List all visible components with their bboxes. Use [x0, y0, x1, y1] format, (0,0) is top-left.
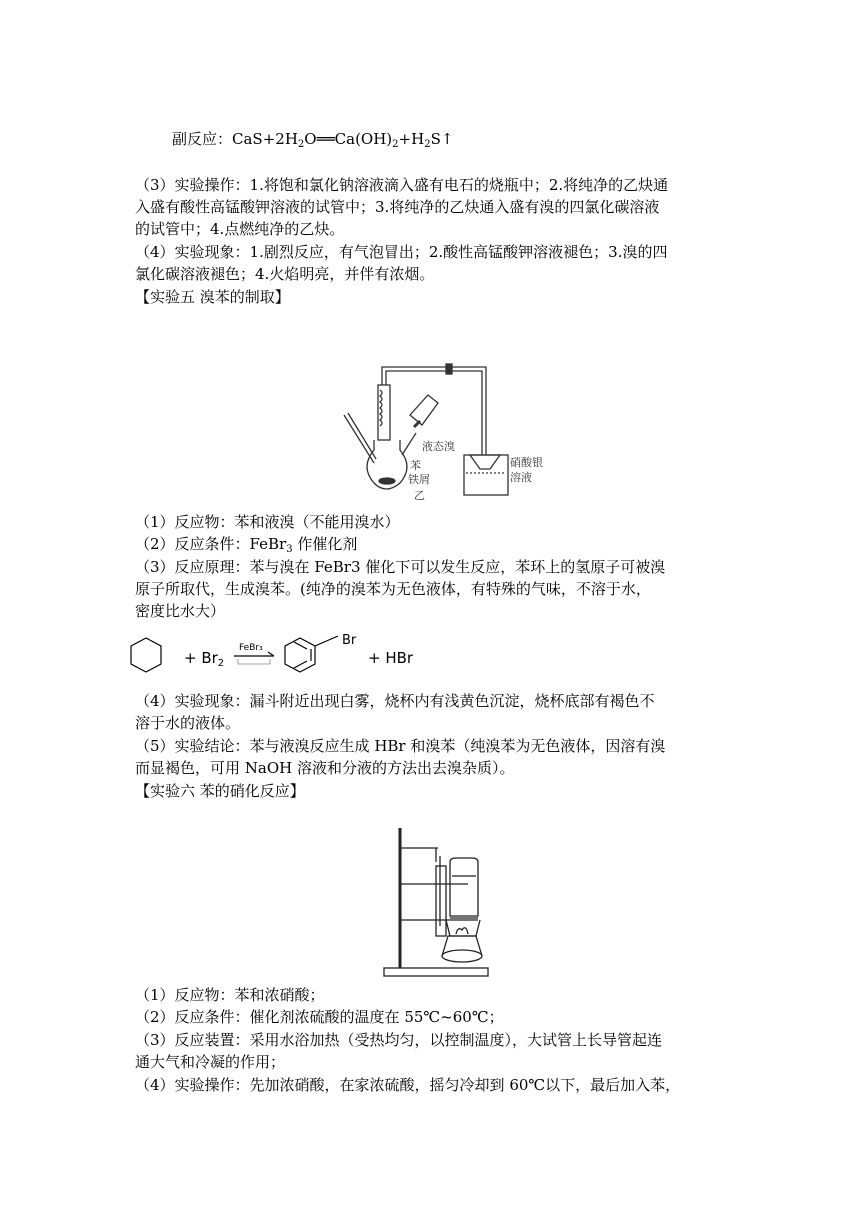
bromobenzene-apparatus-figure — [330, 355, 560, 505]
label-benzene: 苯 — [410, 459, 421, 472]
exp4-phenomenon-line2: 氯化碳溶液褪色；4.火焰明亮，并伴有浓烟。 — [135, 265, 435, 283]
exp4-operation-line3: 的试管中；4.点燃纯净的乙炔。 — [135, 220, 345, 238]
exp5-principle-line2: 原子所取代，生成溴苯。(纯净的溴苯为无色液体，有特殊的气味，不溶于水， — [135, 580, 651, 598]
exp5-principle-line1: （3）反应原理：苯与溴在 FeBr3 催化下可以发生反应，苯环上的氢原子可被溴 — [135, 558, 666, 576]
exp4-phenomenon-line1: （4）实验现象：1.剧烈反应，有气泡冒出；2.酸性高锰酸钾溶液褪色；3.溴的四 — [135, 243, 668, 261]
exp6-reactants: （1）反应物：苯和浓硝酸； — [135, 986, 325, 1004]
plus-br2: + $Br_2$ — [184, 649, 225, 669]
label-iron-filings: 铁屑 — [408, 473, 430, 486]
equals-sign: ══ — [316, 130, 335, 148]
br-substituent: Br — [342, 633, 357, 648]
plus-hbr: + HBr — [368, 649, 414, 667]
benzene-ring — [131, 638, 161, 672]
exp5-phenomenon-line1: （4）实验现象：漏斗附近出现白雾，烧杯内有浅黄色沉淀，烧杯底部有褐色不 — [135, 692, 655, 710]
label-liquid-bromine: 液态溴 — [422, 440, 455, 453]
exp5-reactants: （1）反应物：苯和液溴（不能用溴水） — [135, 513, 400, 531]
exp5-heading: 【实验五 溴苯的制取】 — [135, 288, 290, 306]
exp4-operation-line1: （3）实验操作：1.将饱和氯化钠溶液滴入盛有电石的烧瓶中；2.将纯净的乙炔通 — [135, 176, 669, 194]
exp6-apparatus-line1: （3）反应装置：采用水浴加热（受热均匀，以控制温度），大试管上长导管起连 — [135, 1031, 663, 1049]
benzene-bromination-equation — [128, 632, 428, 684]
exp6-heading: 【实验六 苯的硝化反应】 — [135, 782, 305, 800]
catalyst-label: FeBr₃ — [239, 643, 263, 653]
side-reaction-label: 副反应： — [172, 130, 233, 148]
label-solution: 溶液 — [510, 471, 532, 484]
side-reaction-equation: 副反应：$CaS+2H_2O══Ca(OH)_2+H_2S↑$ — [172, 130, 454, 150]
exp5-conclusion-line1: （5）实验结论：苯与液溴反应生成 HBr 和溴苯（纯溴苯为无色液体，因溶有溴 — [135, 737, 666, 755]
exp6-conditions: （2）反应条件：催化剂浓硫酸的温度在 55℃~60℃； — [135, 1008, 504, 1026]
nitration-apparatus-figure — [378, 826, 498, 978]
exp4-operation-line2: 入盛有酸性高锰酸钾溶液的试管中；3.将纯净的乙炔通入盛有溴的四氯化碳溶液 — [135, 198, 660, 216]
exp5-principle-line3: 密度比水大） — [135, 602, 226, 620]
exp5-conditions: （2）反应条件：FeBr$_3$ 作催化剂 — [135, 535, 358, 555]
exp6-operation-line1: （4）实验操作：先加浓硝酸，在家浓硫酸，摇匀冷却到 60℃以下，最后加入苯， — [135, 1076, 681, 1094]
exp5-phenomenon-line2: 溶于水的液体。 — [135, 714, 241, 732]
exp6-apparatus-line2: 通大气和冷凝的作用； — [135, 1053, 286, 1071]
label-yi: 乙 — [414, 489, 425, 502]
label-silver-nitrate: 硝酸银 — [510, 456, 543, 469]
exp5-conclusion-line2: 而显褐色，可用 NaOH 溶液和分液的方法出去溴杂质）。 — [135, 759, 515, 777]
